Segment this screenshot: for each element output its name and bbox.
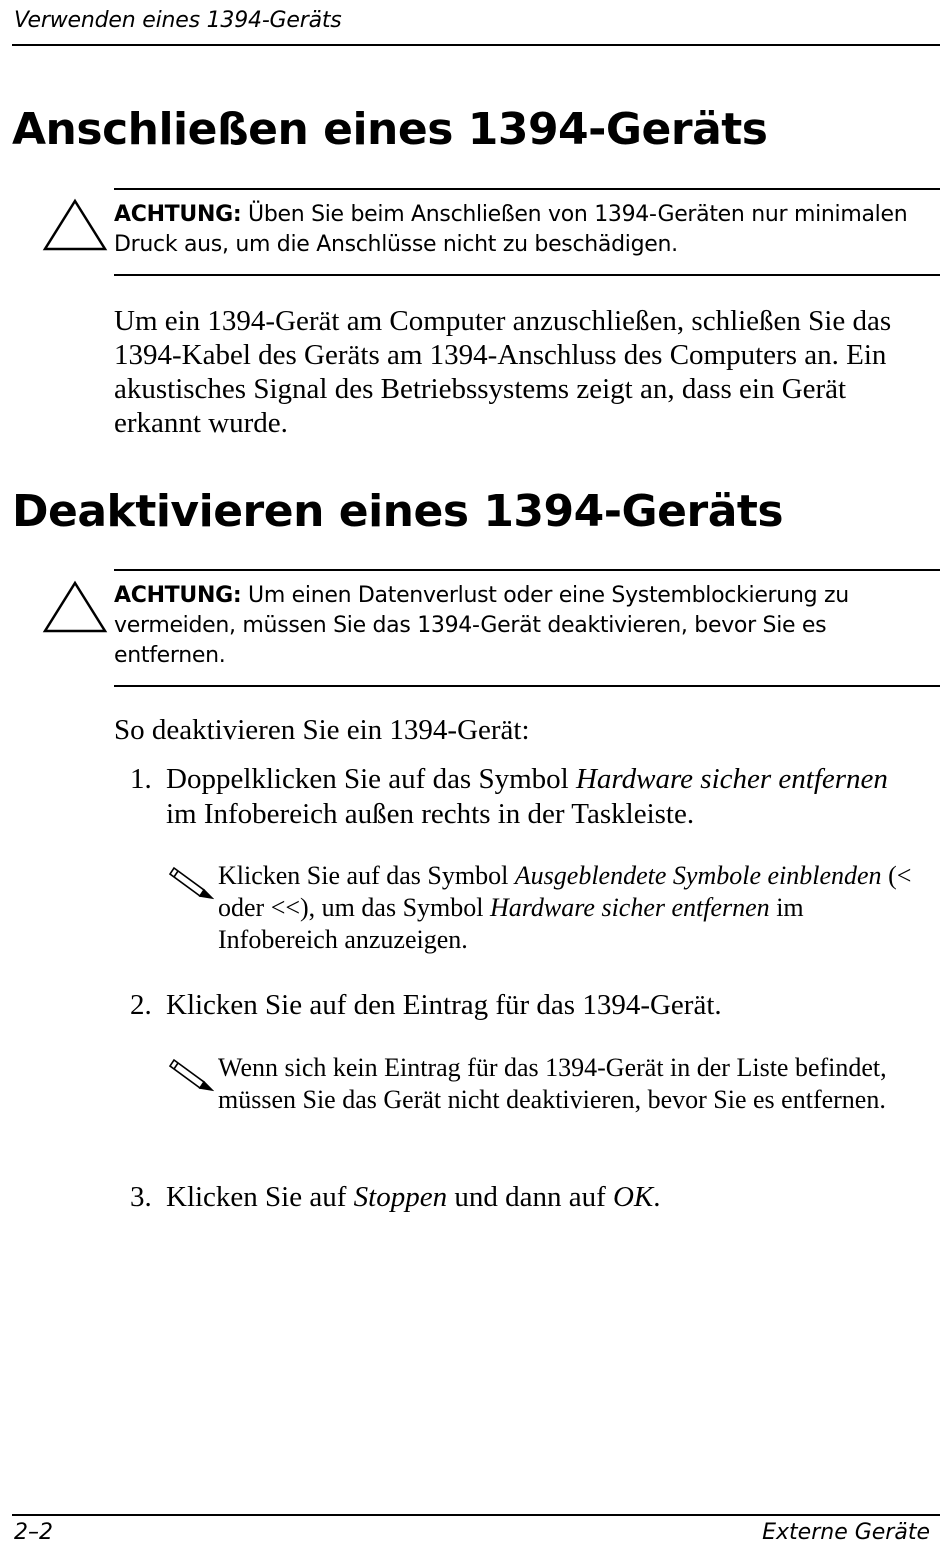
chapter-name: Externe Geräte	[762, 1520, 930, 1545]
step-text: Klicken Sie auf den Eintrag für das 1394-Gerät.	[166, 989, 722, 1021]
disable-intro: So deaktivieren Sie ein 1394-Gerät:	[114, 714, 530, 746]
caution-box-connect	[114, 188, 940, 276]
step-text: Klicken Sie auf Stoppen und dann auf OK.	[166, 1181, 661, 1213]
step-3	[130, 1180, 910, 1215]
pencil-note-icon	[168, 1052, 214, 1092]
caution-message: Um einen Datenverlust oder eine Systemblockierung zu vermeiden, müssen Sie das 1394-Gerät deaktivieren, bevor Sie es entfernen.	[114, 583, 849, 668]
caution-label: ACHTUNG:	[114, 202, 242, 227]
page-number: 2–2	[14, 1520, 53, 1545]
header-rule	[12, 44, 940, 46]
caution-triangle-icon	[42, 198, 108, 252]
step-number: 3.	[130, 1181, 152, 1213]
caution-triangle-icon	[42, 580, 108, 634]
section-heading-disable: Deaktivieren eines 1394-Geräts	[12, 486, 784, 537]
pencil-note-icon	[168, 860, 214, 900]
caution-message: Üben Sie beim Anschließen von 1394-Geräten nur minimalen Druck aus, um die Anschlüsse nicht zu beschädigen.	[114, 202, 908, 257]
step-2	[130, 988, 910, 1023]
note-text: Klicken Sie auf das Symbol Ausgeblendete Symbole einblenden (< oder <<), um das Symbol Hardware sicher entfernen im Infobereich anzuzeigen.	[218, 861, 912, 954]
step-text: Doppelklicken Sie auf das Symbol Hardware sicher entfernen im Infobereich außen rechts in der Taskleiste.	[166, 763, 888, 830]
step-number: 1.	[130, 763, 152, 795]
note-text: Wenn sich kein Eintrag für das 1394-Gerät in der Liste befindet, müssen Sie das Gerät nicht deaktivieren, bevor Sie es entfernen.	[218, 1053, 887, 1114]
running-header: Verwenden eines 1394-Geräts	[14, 8, 342, 33]
step-number: 2.	[130, 989, 152, 1021]
footer-rule	[12, 1514, 940, 1516]
step-1	[130, 762, 910, 832]
note-1	[168, 860, 914, 956]
caution-box-disable	[114, 569, 940, 687]
connect-instructions: Um ein 1394-Gerät am Computer anzuschließen, schließen Sie das 1394-Kabel des Geräts am 1394-Anschluss des Computers an. Ein akustisches Signal des Betriebssystems zeigt an, dass ein Gerät erkannt wurde.	[114, 305, 892, 439]
caution-text	[114, 571, 940, 671]
caution-label: ACHTUNG:	[114, 583, 242, 608]
note-2	[168, 1052, 914, 1116]
section-heading-connect: Anschließen eines 1394-Geräts	[12, 104, 768, 155]
caution-text	[114, 190, 940, 260]
